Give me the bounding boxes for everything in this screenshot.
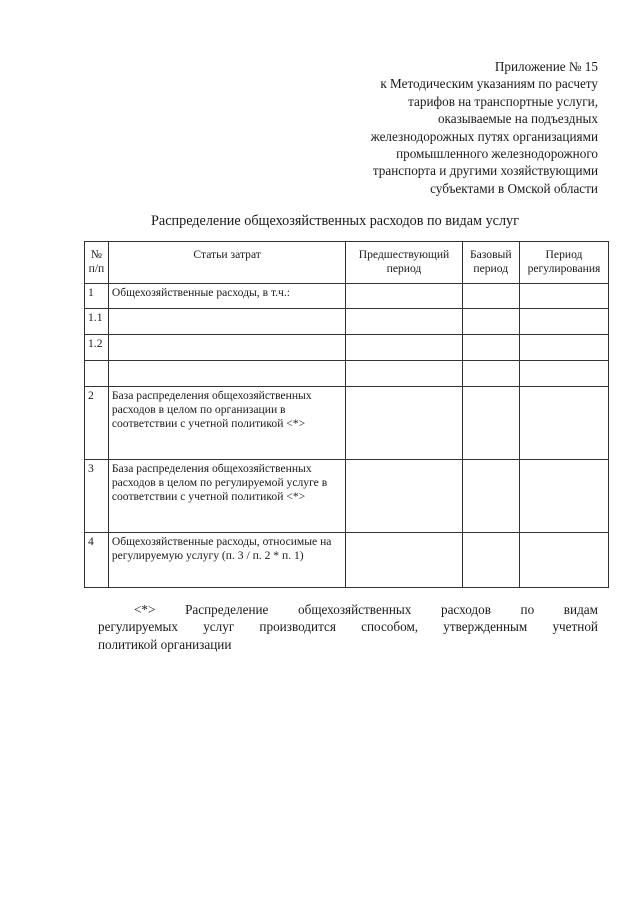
row-number	[85, 361, 109, 387]
row-number: 3	[85, 460, 109, 533]
header-regulation-period: Период регулирования	[520, 242, 609, 284]
table-row	[85, 387, 609, 460]
cell-base	[462, 533, 519, 588]
cell-previous	[346, 284, 462, 309]
appendix-line: Приложение № 15	[494, 59, 598, 74]
footnote	[98, 601, 598, 653]
document-title: Распределение общехозяйственных расходов по видам услуг	[151, 213, 519, 229]
table-row	[85, 533, 609, 588]
cell-regulation	[520, 309, 609, 335]
footnote-line: регулируемых услуг производится способом, утвержденным учетной	[98, 619, 598, 635]
row-item	[108, 361, 346, 387]
appendix-line: железнодорожных путях организациями	[370, 128, 598, 144]
row-item: Общехозяйственные расходы, в т.ч.:	[108, 284, 346, 309]
cell-base	[462, 460, 519, 533]
cell-regulation	[520, 387, 609, 460]
cell-regulation	[520, 335, 609, 361]
cell-base	[462, 387, 519, 460]
cell-regulation	[520, 284, 609, 309]
row-number: 1.1	[85, 309, 109, 335]
appendix-line: субъектами в Омской области	[430, 180, 598, 196]
footnote-line: политикой организации	[98, 636, 232, 652]
table-row	[85, 309, 609, 335]
row-number: 1.2	[85, 335, 109, 361]
row-item: База распределения общехозяйственных расходов в целом по регулируемой услуге в соответствии с учетной политикой <*>	[108, 460, 346, 533]
cell-regulation	[520, 361, 609, 387]
table-row	[85, 335, 609, 361]
appendix-line: промышленного железнодорожного	[396, 146, 598, 162]
cell-previous	[346, 533, 462, 588]
cell-previous	[346, 309, 462, 335]
appendix-line: транспорта и другими хозяйствующими	[372, 163, 598, 179]
appendix-reference	[268, 58, 598, 197]
row-item	[108, 309, 346, 335]
cell-previous	[346, 460, 462, 533]
cost-distribution-table	[84, 241, 609, 588]
row-number: 1	[85, 284, 109, 309]
cell-base	[462, 309, 519, 335]
table-row	[85, 284, 609, 309]
row-number: 2	[85, 387, 109, 460]
row-item	[108, 335, 346, 361]
cell-base	[462, 284, 519, 309]
cell-base	[462, 335, 519, 361]
cell-previous	[346, 335, 462, 361]
cell-regulation	[520, 460, 609, 533]
cell-base	[462, 361, 519, 387]
header-number: № п/п	[85, 242, 109, 284]
appendix-line: тарифов на транспортные услуги,	[408, 93, 598, 109]
cell-previous	[346, 361, 462, 387]
appendix-line: к Методическим указаниям по расчету	[380, 76, 598, 92]
header-previous-period: Предшествующий период	[346, 242, 462, 284]
table-header-row	[85, 242, 609, 284]
table-row	[85, 361, 609, 387]
cell-regulation	[520, 533, 609, 588]
cell-previous	[346, 387, 462, 460]
header-cost-items: Статьи затрат	[108, 242, 346, 284]
appendix-line: оказываемые на подъездных	[437, 111, 598, 127]
footnote-line: <*> Распределение общехозяйственных расходов по видам	[134, 602, 598, 617]
table-row	[85, 460, 609, 533]
row-number: 4	[85, 533, 109, 588]
row-item: Общехозяйственные расходы, относимые на регулируемую услугу (п. 3 / п. 2 * п. 1)	[108, 533, 346, 588]
row-item: База распределения общехозяйственных расходов в целом по организации в соответствии с учетной политикой <*>	[108, 387, 346, 460]
header-base-period: Базовый период	[462, 242, 519, 284]
